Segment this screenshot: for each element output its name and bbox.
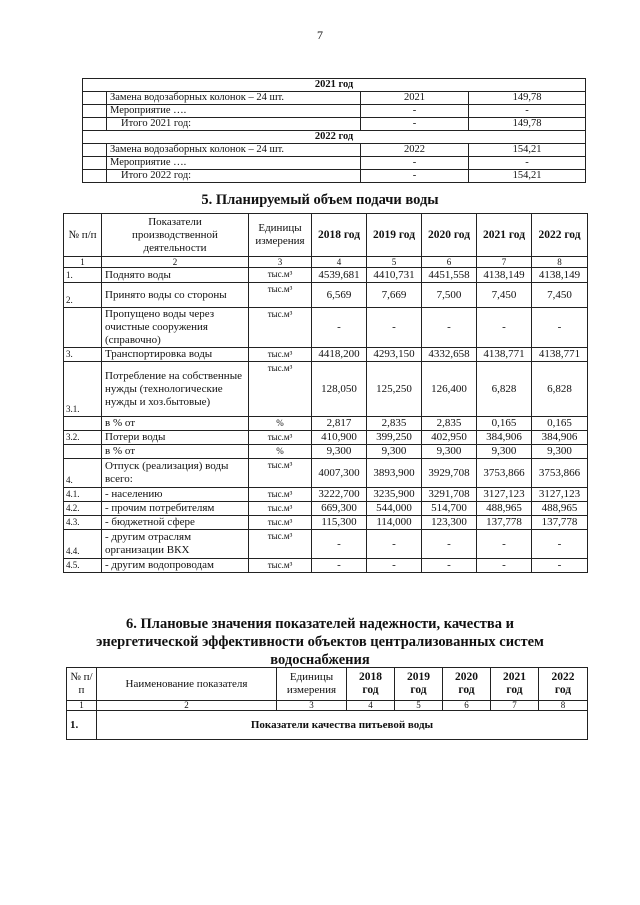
col-number: 6 bbox=[422, 257, 477, 268]
value-cell: 6,828 bbox=[532, 362, 588, 417]
table-row bbox=[83, 170, 586, 183]
value-cell: 9,300 bbox=[312, 445, 367, 459]
section-row bbox=[67, 711, 588, 740]
value-cell: 125,250 bbox=[367, 362, 422, 417]
row-number bbox=[64, 445, 102, 459]
value-cell: - bbox=[312, 530, 367, 559]
indicator-name: Потребление на собственные нужды (технологические нужды и хоз.бытовые) bbox=[102, 362, 249, 417]
value-cell: 9,300 bbox=[532, 445, 588, 459]
col-year-header: 2019 год bbox=[367, 214, 422, 257]
value-cell: 2,835 bbox=[367, 417, 422, 431]
value-cell: - bbox=[477, 308, 532, 348]
year-header: 2022 год bbox=[83, 131, 586, 144]
section5-title: 5. Планируемый объем подачи воды bbox=[201, 192, 439, 208]
table-row bbox=[64, 530, 588, 559]
value-cell: 384,906 bbox=[477, 431, 532, 445]
value-cell: 6,569 bbox=[312, 283, 367, 308]
value-cell: 126,400 bbox=[422, 362, 477, 417]
table-row bbox=[64, 431, 588, 445]
indicator-name: Потери воды bbox=[102, 431, 249, 445]
value-cell: 7,450 bbox=[532, 283, 588, 308]
water-supply-table bbox=[63, 213, 588, 573]
measure-year: - bbox=[361, 105, 469, 118]
indicator-name: Пропущено воды через очистные сооружения (справочно) bbox=[102, 308, 249, 348]
value-cell: 3753,866 bbox=[532, 459, 588, 488]
indicator-name: - другим водопроводам bbox=[102, 559, 249, 573]
value-cell: - bbox=[532, 308, 588, 348]
value-cell: 123,300 bbox=[422, 516, 477, 530]
value-cell: - bbox=[367, 308, 422, 348]
col-number: 2 bbox=[102, 257, 249, 268]
measure-year: - bbox=[361, 170, 469, 183]
col-year-header: 2021 год bbox=[477, 214, 532, 257]
measure-amount: 154,21 bbox=[469, 170, 586, 183]
section6-title-line: водоснабжения bbox=[270, 652, 370, 668]
value-cell: 4007,300 bbox=[312, 459, 367, 488]
row-number: 1. bbox=[67, 711, 97, 740]
unit-cell: тыс.м³ bbox=[249, 530, 312, 559]
row-number bbox=[64, 308, 102, 348]
col-number: 3 bbox=[277, 701, 347, 711]
unit-cell: тыс.м³ bbox=[249, 308, 312, 348]
measure-year: - bbox=[361, 118, 469, 131]
value-cell: 7,500 bbox=[422, 283, 477, 308]
row-number: 4.5. bbox=[64, 559, 102, 573]
value-cell: 2,817 bbox=[312, 417, 367, 431]
value-cell: 4418,200 bbox=[312, 348, 367, 362]
col-year-header: 2022 год bbox=[532, 214, 588, 257]
value-cell: 137,778 bbox=[477, 516, 532, 530]
col-number: 5 bbox=[395, 701, 443, 711]
value-cell: 3291,708 bbox=[422, 488, 477, 502]
value-cell: 4138,149 bbox=[477, 268, 532, 283]
table-row bbox=[64, 348, 588, 362]
table-row bbox=[64, 559, 588, 573]
column-numbers-row bbox=[67, 701, 588, 711]
table-row bbox=[64, 445, 588, 459]
col-number: 6 bbox=[443, 701, 491, 711]
unit-cell: % bbox=[249, 445, 312, 459]
value-cell: 114,000 bbox=[367, 516, 422, 530]
col-year-header: 2021 год bbox=[491, 668, 539, 701]
value-cell: 0,165 bbox=[532, 417, 588, 431]
table-row bbox=[83, 157, 586, 170]
unit-cell: тыс.м³ bbox=[249, 362, 312, 417]
value-cell: 137,778 bbox=[532, 516, 588, 530]
value-cell: - bbox=[422, 308, 477, 348]
value-cell: - bbox=[422, 530, 477, 559]
water-supply-body bbox=[64, 268, 588, 573]
value-cell: 2,835 bbox=[422, 417, 477, 431]
unit-cell: тыс.м³ bbox=[249, 502, 312, 516]
value-cell: - bbox=[367, 530, 422, 559]
value-cell: 0,165 bbox=[477, 417, 532, 431]
table-row bbox=[64, 417, 588, 431]
measure-name: Мероприятие …. bbox=[107, 105, 361, 118]
table-header-row bbox=[64, 214, 588, 257]
measures-table bbox=[82, 78, 586, 183]
value-cell: 9,300 bbox=[422, 445, 477, 459]
indicator-name: - бюджетной сфере bbox=[102, 516, 249, 530]
col-number: 2 bbox=[97, 701, 277, 711]
value-cell: 488,965 bbox=[532, 502, 588, 516]
measure-amount: 154,21 bbox=[469, 144, 586, 157]
row-number: 4.3. bbox=[64, 516, 102, 530]
section6-title-line: энергетической эффективности объектов централизованных систем bbox=[96, 634, 544, 650]
col-number: 4 bbox=[347, 701, 395, 711]
unit-cell: тыс.м³ bbox=[249, 268, 312, 283]
value-cell: - bbox=[367, 559, 422, 573]
table-row bbox=[64, 362, 588, 417]
row-number: 4. bbox=[64, 459, 102, 488]
indicator-name: в % от bbox=[102, 417, 249, 431]
value-cell: 402,950 bbox=[422, 431, 477, 445]
value-cell: 4293,150 bbox=[367, 348, 422, 362]
measure-name: Замена водозаборных колонок – 24 шт. bbox=[107, 92, 361, 105]
row-number bbox=[64, 417, 102, 431]
page-number: 7 bbox=[317, 28, 323, 42]
table-row bbox=[83, 118, 586, 131]
value-cell: 4138,771 bbox=[477, 348, 532, 362]
value-cell: 3127,123 bbox=[532, 488, 588, 502]
value-cell: 4138,149 bbox=[532, 268, 588, 283]
value-cell: 4138,771 bbox=[532, 348, 588, 362]
value-cell: - bbox=[312, 559, 367, 573]
table-row bbox=[83, 92, 586, 105]
col-number: 1 bbox=[64, 257, 102, 268]
value-cell: 7,450 bbox=[477, 283, 532, 308]
measure-year: 2022 bbox=[361, 144, 469, 157]
year-header: 2021 год bbox=[83, 79, 586, 92]
value-cell: - bbox=[532, 530, 588, 559]
col-number: 1 bbox=[67, 701, 97, 711]
value-cell: 128,050 bbox=[312, 362, 367, 417]
value-cell: 544,000 bbox=[367, 502, 422, 516]
unit-cell: тыс.м³ bbox=[249, 431, 312, 445]
value-cell: 514,700 bbox=[422, 502, 477, 516]
indicator-name: - населению bbox=[102, 488, 249, 502]
value-cell: 4451,558 bbox=[422, 268, 477, 283]
value-cell: 3222,700 bbox=[312, 488, 367, 502]
value-cell: 4332,658 bbox=[422, 348, 477, 362]
measure-year: 2021 bbox=[361, 92, 469, 105]
value-cell: - bbox=[477, 530, 532, 559]
indicator-name: Транспортировка воды bbox=[102, 348, 249, 362]
value-cell: - bbox=[312, 308, 367, 348]
col-name-header: Наименование показателя bbox=[97, 668, 277, 701]
col-year-header: 2020 год bbox=[443, 668, 491, 701]
value-cell: 488,965 bbox=[477, 502, 532, 516]
col-num-header: № п/п bbox=[67, 668, 97, 701]
measure-amount: 149,78 bbox=[469, 118, 586, 131]
value-cell: 399,250 bbox=[367, 431, 422, 445]
col-year-header: 2018 год bbox=[347, 668, 395, 701]
row-number: 3. bbox=[64, 348, 102, 362]
table-row bbox=[64, 283, 588, 308]
measure-total: Итого 2021 год: bbox=[107, 118, 361, 131]
unit-cell: % bbox=[249, 417, 312, 431]
value-cell: 4539,681 bbox=[312, 268, 367, 283]
indicator-name: Поднято воды bbox=[102, 268, 249, 283]
section6-title-line: 6. Плановые значения показателей надежности, качества и bbox=[126, 616, 514, 632]
measure-amount: - bbox=[469, 105, 586, 118]
col-year-header: 2022 год bbox=[539, 668, 588, 701]
indicator-name: Принято воды со стороны bbox=[102, 283, 249, 308]
table-header-row bbox=[67, 668, 588, 701]
unit-cell: тыс.м³ bbox=[249, 488, 312, 502]
col-unit-header: Единицы измерения bbox=[249, 214, 312, 257]
value-cell: 3753,866 bbox=[477, 459, 532, 488]
table-row bbox=[83, 144, 586, 157]
col-num-header: № п/п bbox=[64, 214, 102, 257]
col-year-header: 2020 год bbox=[422, 214, 477, 257]
table-row bbox=[64, 308, 588, 348]
col-number: 3 bbox=[249, 257, 312, 268]
value-cell: 7,669 bbox=[367, 283, 422, 308]
row-number: 4.2. bbox=[64, 502, 102, 516]
indicator-name: в % от bbox=[102, 445, 249, 459]
unit-cell: тыс.м³ bbox=[249, 559, 312, 573]
measure-amount: 149,78 bbox=[469, 92, 586, 105]
col-number: 7 bbox=[491, 701, 539, 711]
row-number: 4.4. bbox=[64, 530, 102, 559]
unit-cell: тыс.м³ bbox=[249, 516, 312, 530]
col-number: 4 bbox=[312, 257, 367, 268]
indicators-table bbox=[66, 667, 588, 740]
value-cell: 4410,731 bbox=[367, 268, 422, 283]
col-number: 5 bbox=[367, 257, 422, 268]
unit-cell: тыс.м³ bbox=[249, 283, 312, 308]
table-row bbox=[64, 502, 588, 516]
table-row bbox=[64, 488, 588, 502]
col-number: 8 bbox=[532, 257, 588, 268]
measure-name: Мероприятие …. bbox=[107, 157, 361, 170]
value-cell: 3893,900 bbox=[367, 459, 422, 488]
value-cell: - bbox=[532, 559, 588, 573]
table-row bbox=[64, 516, 588, 530]
value-cell: 115,300 bbox=[312, 516, 367, 530]
value-cell: - bbox=[477, 559, 532, 573]
value-cell: 9,300 bbox=[477, 445, 532, 459]
column-numbers-row bbox=[64, 257, 588, 268]
row-number: 3.1. bbox=[64, 362, 102, 417]
col-indicator-header: Показатели производственной деятельности bbox=[102, 214, 249, 257]
value-cell: 3127,123 bbox=[477, 488, 532, 502]
section-row-title: Показатели качества питьевой воды bbox=[97, 711, 588, 740]
table-row bbox=[83, 105, 586, 118]
col-number: 7 bbox=[477, 257, 532, 268]
col-year-header: 2019 год bbox=[395, 668, 443, 701]
year-header-row bbox=[83, 79, 586, 92]
value-cell: 9,300 bbox=[367, 445, 422, 459]
section6-title bbox=[0, 615, 640, 669]
measure-year: - bbox=[361, 157, 469, 170]
value-cell: 3235,900 bbox=[367, 488, 422, 502]
value-cell: - bbox=[422, 559, 477, 573]
indicator-name: Отпуск (реализация) воды всего: bbox=[102, 459, 249, 488]
value-cell: 669,300 bbox=[312, 502, 367, 516]
row-number: 4.1. bbox=[64, 488, 102, 502]
measure-total: Итого 2022 год: bbox=[107, 170, 361, 183]
col-number: 8 bbox=[539, 701, 588, 711]
indicator-name: - другим отраслям организации ВКХ bbox=[102, 530, 249, 559]
col-unit-header: Единицы измерения bbox=[277, 668, 347, 701]
value-cell: 6,828 bbox=[477, 362, 532, 417]
row-number: 1. bbox=[64, 268, 102, 283]
indicator-name: - прочим потребителям bbox=[102, 502, 249, 516]
unit-cell: тыс.м³ bbox=[249, 459, 312, 488]
measure-name: Замена водозаборных колонок – 24 шт. bbox=[107, 144, 361, 157]
row-number: 2. bbox=[64, 283, 102, 308]
unit-cell: тыс.м³ bbox=[249, 348, 312, 362]
table-row bbox=[64, 268, 588, 283]
table-row bbox=[64, 459, 588, 488]
value-cell: 3929,708 bbox=[422, 459, 477, 488]
row-number: 3.2. bbox=[64, 431, 102, 445]
value-cell: 410,900 bbox=[312, 431, 367, 445]
value-cell: 384,906 bbox=[532, 431, 588, 445]
measure-amount: - bbox=[469, 157, 586, 170]
col-year-header: 2018 год bbox=[312, 214, 367, 257]
year-header-row bbox=[83, 131, 586, 144]
